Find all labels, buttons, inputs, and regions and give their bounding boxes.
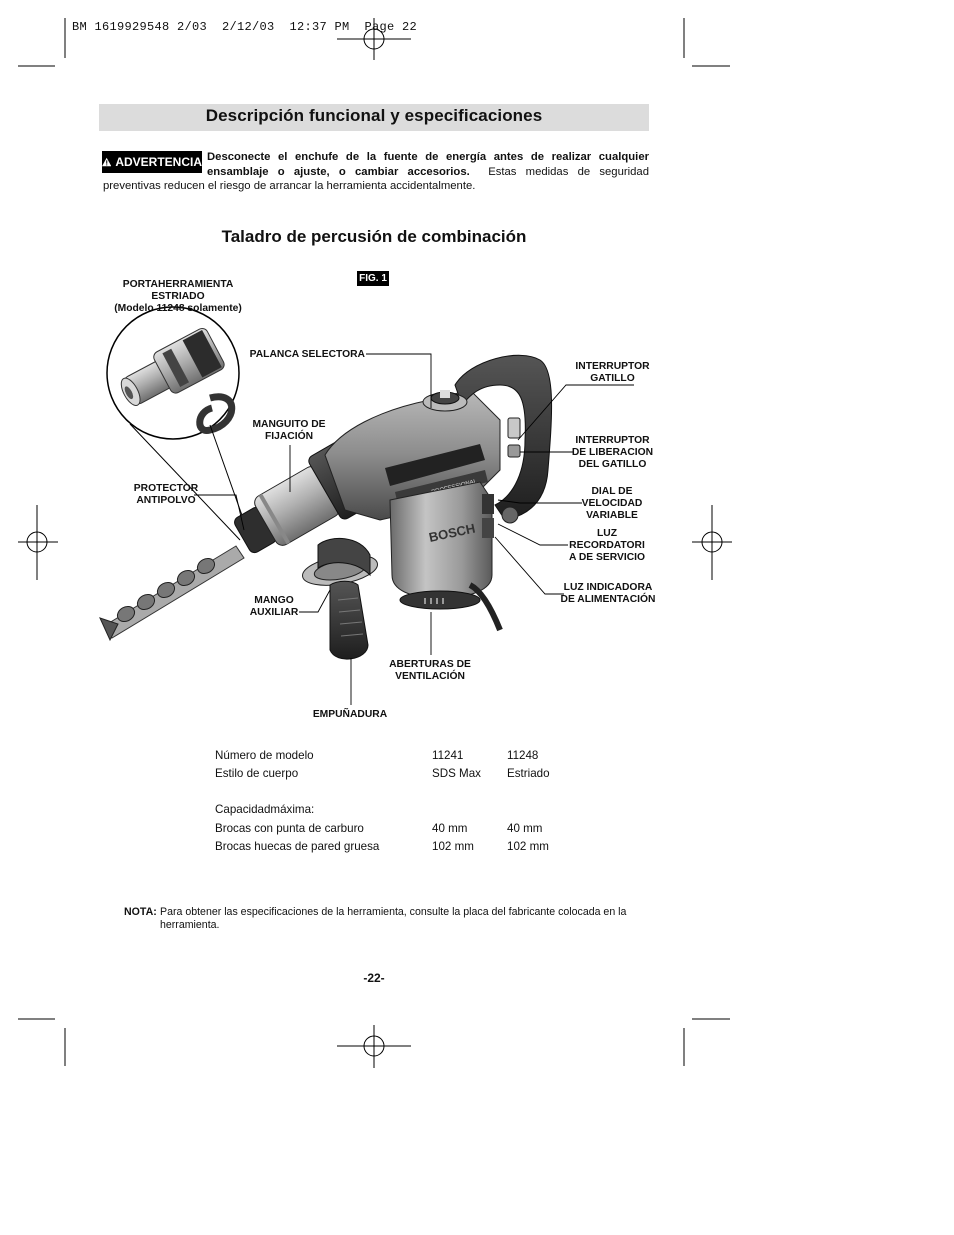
label-palanca-selectora: PALANCA SELECTORA	[249, 349, 365, 360]
label-protector-antipolvo: PROTECTOR ANTIPOLVO	[133, 483, 199, 506]
spec-value-11241: 11241	[432, 749, 464, 762]
figure-subtitle: Taladro de percusión de combinación	[221, 227, 527, 246]
spec-value-11241: 102 mm	[432, 840, 474, 853]
label-interruptor-liberacion: INTERRUPTOR DE LIBERACION DEL GATILLO	[571, 435, 654, 470]
warning-body-text: Estas medidas de seguridad preventivas reducen el riesgo de arrancar la herramienta accidentalmente.	[103, 165, 649, 192]
label-luz-recordatoria: LUZ RECORDATORI A DE SERVICIO	[568, 528, 646, 563]
auxiliary-handle	[300, 538, 380, 659]
spec-value-11248: 40 mm	[507, 822, 543, 835]
warning-badge-label: ADVERTENCIA	[115, 155, 202, 169]
page-number: -22-	[363, 971, 385, 985]
label-luz-indicadora: LUZ INDICADORA DE ALIMENTACIÓN	[560, 582, 656, 605]
spec-label: Capacidadmáxima:	[215, 803, 315, 816]
figure-badge: FIG. 1	[357, 271, 389, 286]
spec-label: Brocas con punta de carburo	[215, 822, 364, 835]
label-manguito-fijacion: MANGUITO DE FIJACIÓN	[252, 419, 326, 442]
nota-text: Para obtener las especificaciones de la herramienta, consulte la placa del fabricante colocada en la herramienta.	[160, 906, 627, 931]
printer-slug: BM 1619929548 2/03 2/12/03 12:37 PM Page 22	[72, 20, 418, 34]
drill-bit	[100, 546, 244, 640]
section-title: Descripción funcional y especificaciones	[205, 106, 543, 125]
nota-label: NOTA:	[124, 906, 157, 918]
label-empunadura: EMPUÑADURA	[312, 709, 388, 720]
label-aberturas-ventilacion: ABERTURAS DE VENTILACIÓN	[389, 659, 471, 682]
power-cord	[470, 585, 500, 630]
spec-value-11248: Estriado	[507, 767, 550, 780]
spec-value-11248: 11248	[507, 749, 539, 762]
spec-value-11248: 102 mm	[507, 840, 549, 853]
spec-label: Estilo de cuerpo	[215, 767, 299, 780]
warning-bold-text: Desconecte el enchufe de la fuente de energía antes de realizar cualquier ensamblaje o ajuste, o cambiar accesorios.	[207, 151, 649, 178]
spec-value-11241: 40 mm	[432, 822, 468, 835]
spec-label: Brocas huecas de pared gruesa	[215, 840, 380, 853]
spec-value-11241: SDS Max	[432, 767, 481, 780]
brand-logo: BOSCH	[427, 520, 477, 545]
label-dial-velocidad: DIAL DE VELOCIDAD VARIABLE	[581, 486, 643, 521]
spec-label: Número de modelo	[215, 749, 314, 762]
label-portaherramienta: PORTAHERRAMIENTA ESTRIADO (Modelo 11248 solamente)	[114, 279, 242, 314]
label-mango-auxiliar: MANGO AUXILIAR	[249, 595, 299, 618]
label-interruptor-gatillo: INTERRUPTOR GATILLO	[575, 361, 650, 384]
motor-housing	[390, 482, 518, 609]
